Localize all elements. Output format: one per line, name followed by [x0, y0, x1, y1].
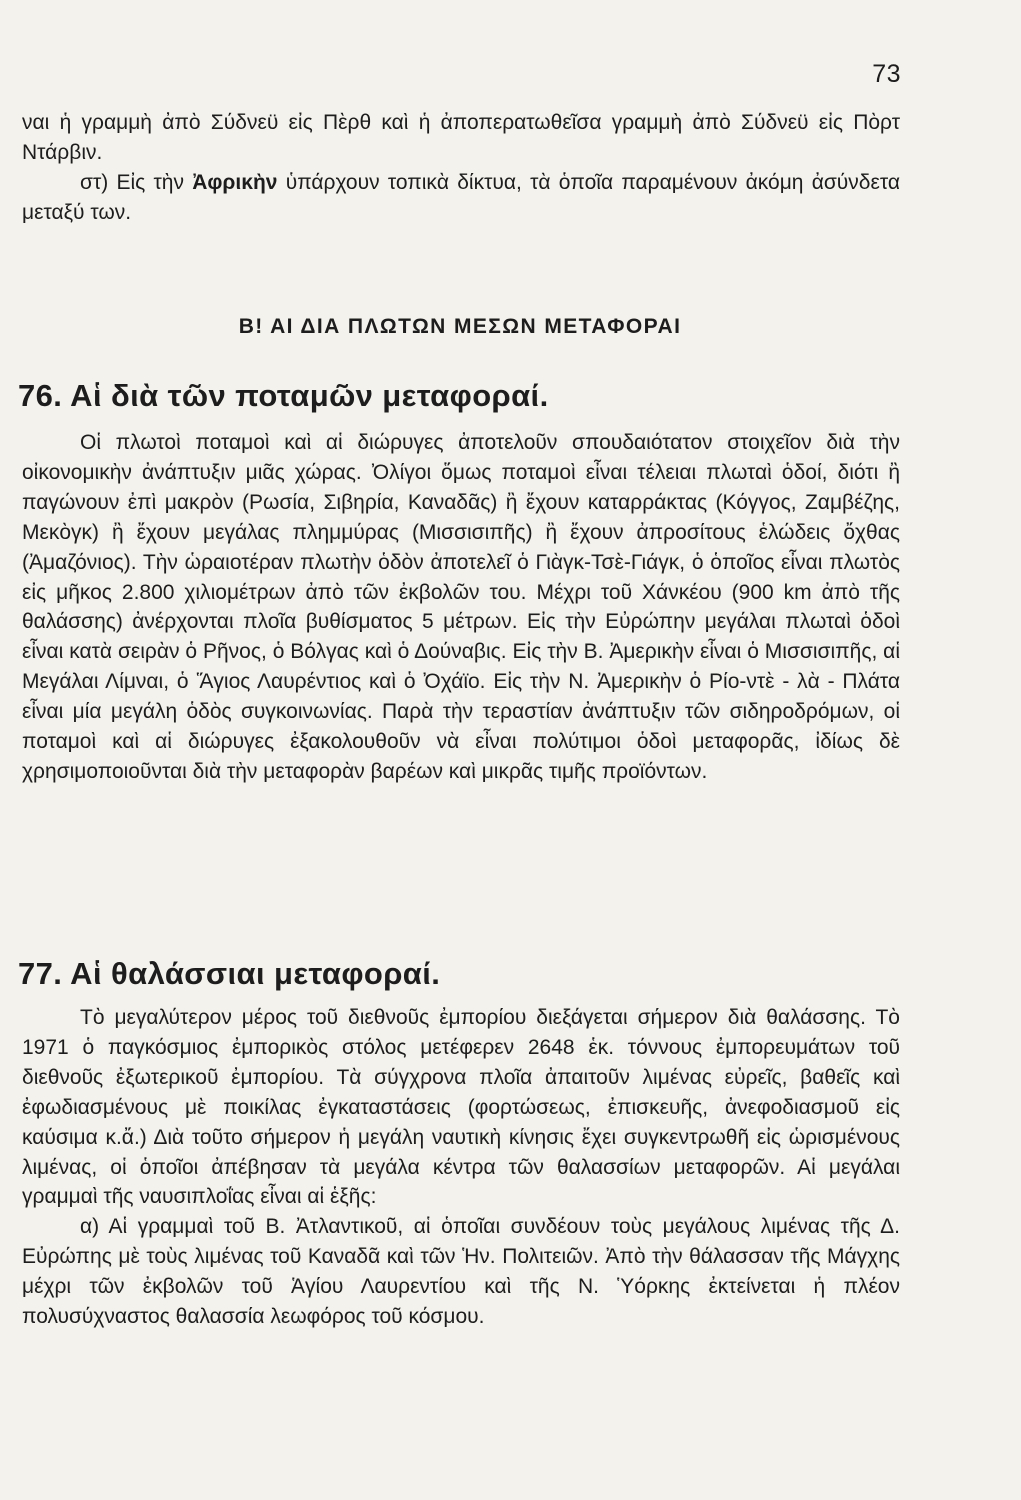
chapter-77-paragraph: Τὸ μεγαλύτερον μέρος τοῦ διεθνοῦς ἐμπορίου διεξάγεται σήμερον διὰ θαλάσσης. Τὸ 1971 ὁ παγκόσμιος ἐμπορικὸς στόλος μετέφερεν 2648 ἑκ. τόννους ἐμπορευμάτων τοῦ διεθνοῦς ἐξωτερικοῦ ἐμπορίου. Τὰ σύγχρονα πλοῖα ἀπαιτοῦν λιμένας εὐρεῖς, βαθεῖς καὶ ἐφωδιασμένους μὲ ποικίλας ἐγκαταστάσεις (φορτώσεως, ἐπισκευῆς, ἀνεφοδιασμοῦ εἰς καύσιμα κ.ἄ.) Διὰ τοῦτο σήμερον ἡ μεγάλη ναυτικὴ κίνησις ἔχει συγκεντρωθῆ εἰς ὡρισμένους λιμένας, οἱ ὁποῖοι ἀπέβησαν τὰ μεγάλα κέντρα τῶν θαλασσίων μεταφορῶν. Αἱ μεγάλαι γραμμαὶ τῆς ναυσιπλοΐας εἶναι αἱ ἑξῆς:: [22, 1006, 900, 1209]
section-heading: Β! ΑΙ ΔΙΑ ΠΛΩΤΩΝ ΜΕΣΩΝ ΜΕΤΑΦΟΡΑΙ: [238, 315, 682, 338]
continued-text-block: [22, 108, 900, 228]
africa-paragraph-start: στ) Εἰς τὴν: [80, 170, 193, 194]
chapter-77-body: [22, 1003, 900, 1332]
chapter-77-title: 77. Αἱ θαλάσσιαι μεταφοραί.: [18, 956, 441, 991]
chapter-76-title: 76. Αἱ διὰ τῶν ποταμῶν μεταφοραί.: [18, 378, 549, 413]
continued-paragraph: ναι ἡ γραμμὴ ἀπὸ Σύδνεϋ εἰς Πὲρθ καὶ ἡ ἀποπερατωθεῖσα γραμμὴ ἀπὸ Σύδνεϋ εἰς Πὸρτ Ντάρβιν.: [22, 111, 900, 164]
africa-paragraph-end: ὑπάρχουν τοπικὰ δίκτυα, τὰ ὁποῖα παραμένουν ἀκόμη ἀσύνδετα μεταξύ των.: [22, 170, 900, 224]
page-number: 73: [872, 60, 901, 88]
africa-paragraph: [22, 168, 900, 228]
chapter-76-body: [22, 428, 900, 787]
africa-bold-word: Ἀφρικὴν: [192, 170, 278, 194]
chapter-76-paragraph: Οἱ πλωτοὶ ποταμοὶ καὶ αἱ διώρυγες ἀποτελοῦν σπουδαιότατον στοιχεῖον διὰ τὴν οἰκονομικὴν ἀνάπτυξιν μιᾶς χώρας. Ὀλίγοι ὅμως ποταμοὶ εἶναι τέλειαι πλωταὶ ὁδοί, διότι ἢ παγώνουν ἐπὶ μακρὸν (Ρωσία, Σιβηρία, Καναδᾶς) ἢ ἔχουν καταρράκτας (Κόγγος, Ζαμβέζης, Μεκὸγκ) ἢ ἔχουν μεγάλας πλημμύρας (Μισσισιπῆς) ἢ ἔχουν ἀπροσίτους ἑλώδεις ὄχθας (Ἀμαζόνιος). Τὴν ὡραιοτέραν πλωτὴν ὁδὸν ἀποτελεῖ ὁ Γιὰγκ-Τσὲ-Γιάγκ, ὁ ὁποῖος εἶναι πλωτὸς εἰς μῆκος 2.800 χιλιομέτρων ἀπὸ τῶν ἐκβολῶν του. Μέχρι τοῦ Χάνκέου (900 km ἀπὸ τῆς θαλάσσης) ἀνέρχονται πλοῖα βυθίσματος 5 μέτρων. Εἰς τὴν Εὐρώπην μεγάλαι πλωταὶ ὁδοὶ εἶναι κατὰ σειρὰν ὁ Ρῆνος, ὁ Βόλγας καὶ ὁ Δούναβις. Εἰς τὴν Β. Ἀμερικὴν εἶναι ὁ Μισσισιπῆς, αἱ Μεγάλαι Λίμναι, ὁ Ἅγιος Λαυρέντιος καὶ ὁ Ὀχάϊο. Εἰς τὴν Ν. Ἀμερικὴν ὁ Ρίο-ντὲ - λὰ - Πλάτα εἶναι μία μεγάλη ὁδὸς συγκοινωνίας. Παρὰ τὴν τεραστίαν ἀνάπτυξιν τῶν σιδηροδρόμων, οἱ ποταμοὶ καὶ αἱ διώρυγες ἐξακολουθοῦν νὰ εἶναι πολύτιμοι ὁδοὶ μεταφορᾶς, ἰδίως δὲ χρησιμοποιοῦνται διὰ τὴν μεταφορὰν βαρέων καὶ μικρᾶς τιμῆς προϊόντων.: [22, 431, 900, 783]
chapter-77-item-a: α) Αἱ γραμμαὶ τοῦ Β. Ἀτλαντικοῦ, αἱ ὁποῖαι συνδέουν τοὺς μεγάλους λιμένας τῆς Δ. Εὐρώπης μὲ τοὺς λιμένας τοῦ Καναδᾶ καὶ τῶν Ἡν. Πολιτειῶν. Ἀπὸ τὴν θάλασσαν τῆς Μάγχης μέχρι τῶν ἐκβολῶν τοῦ Ἁγίου Λαυρεντίου καὶ τῆς Ν. Ὑόρκης ἐκτείνεται ἡ πλέον πολυσύχναστος θαλασσία λεωφόρος τοῦ κόσμου.: [22, 1215, 900, 1329]
